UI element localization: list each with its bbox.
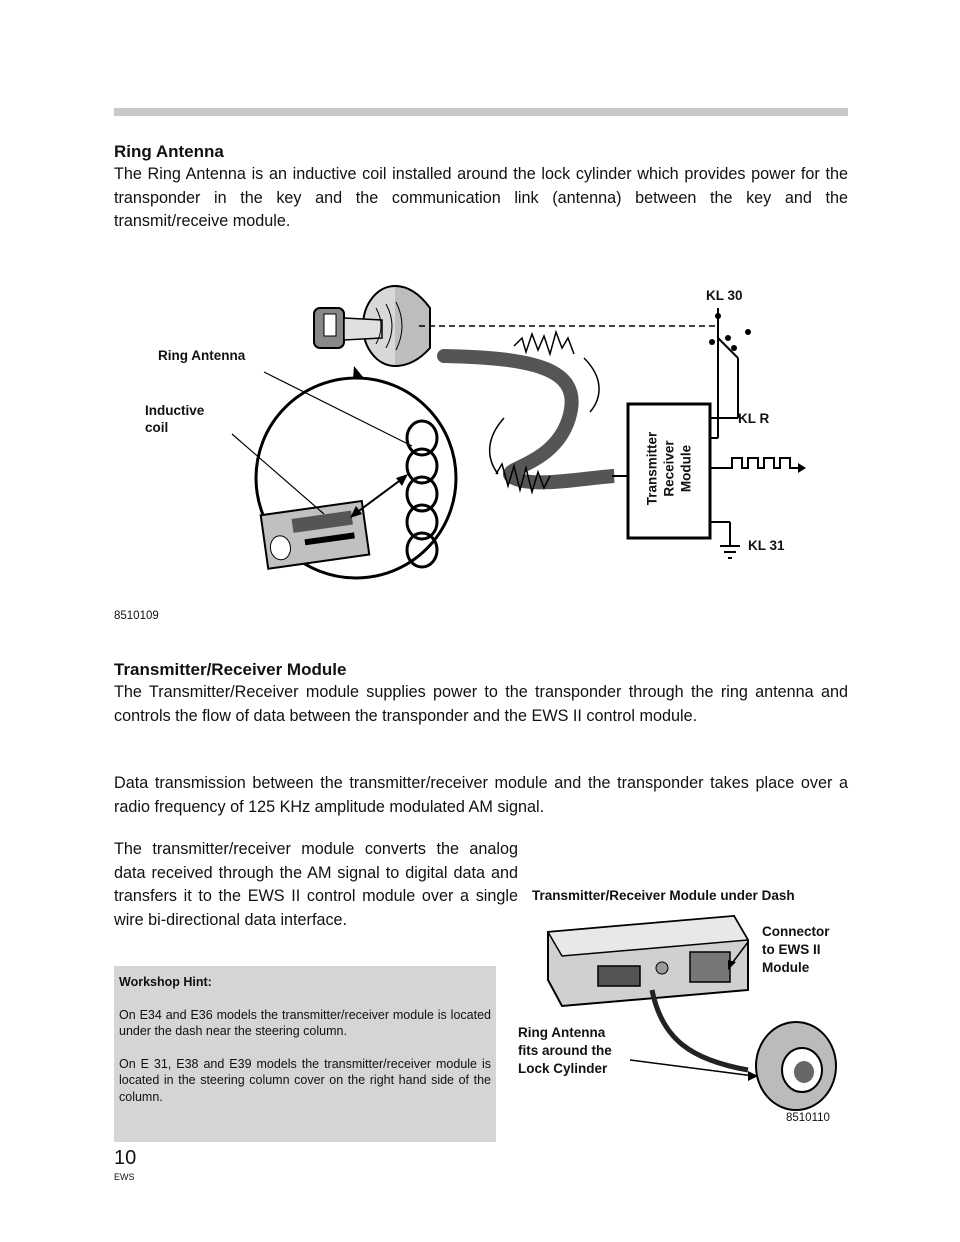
module-under-dash-figure [512, 880, 848, 1130]
label-klr: KL R [738, 411, 770, 426]
module-label [644, 399, 695, 539]
ring-antenna-label-2: fits around the [518, 1043, 612, 1058]
ring-antenna-text: The Ring Antenna is an inductive coil installed around the lock cylinder which provides power for the transponder in the key and the communication link (antenna) between the key and the transmit/receive module. [114, 165, 848, 230]
ring-antenna-diagram [114, 268, 848, 622]
connector-label-1: Connector [762, 924, 830, 939]
connector-label-2: to EWS II [762, 942, 821, 957]
page-section: EWS [114, 1172, 135, 1182]
module-label-line-2: Receiver [661, 440, 677, 497]
ring-antenna-label-3: Lock Cylinder [518, 1061, 608, 1076]
transmitter-text-3: The transmitter/receiver module converts the analog data received through the AM signal to digital data and transfers it to the EWS II control module over a single wire bi-directional data interface. [114, 840, 518, 929]
antenna-cable [444, 356, 614, 482]
lock-cylinder-illustration [314, 286, 430, 366]
workshop-hint-text-2: On E 31, E38 and E39 models the transmitter/receiver module is located in the steering column cover on the right hand side of the column. [119, 1056, 491, 1104]
page-number: 10 [114, 1147, 137, 1169]
module-cable [652, 990, 748, 1070]
diagram-drawing [114, 268, 848, 608]
workshop-hint-text-1: On E34 and E36 models the transmitter/receiver module is located under the dash near the steering column. [119, 1007, 491, 1038]
connector-label-3: Module [762, 960, 810, 975]
label-coil: coil [145, 420, 169, 435]
module-label-line-3: Module [678, 444, 694, 493]
top-rule [114, 108, 848, 116]
label-ring-antenna: Ring Antenna [158, 348, 246, 363]
workshop-hint-box [114, 966, 496, 1142]
signal-wave-top [514, 332, 574, 354]
module-photo [512, 880, 848, 1130]
transmitter-module-heading: Transmitter/Receiver Module [114, 660, 347, 679]
label-inductive: Inductive [145, 403, 205, 418]
transmitter-text-1: The Transmitter/Receiver module supplies power to the transponder through the ring antenna and controls the flow of data between the transponder and the EWS II control module. [114, 683, 848, 725]
transmitter-text-2: Data transmission between the transmitter/receiver module and the transponder takes place over a radio frequency of 125 KHz amplitude modulated AM signal. [114, 774, 848, 816]
ring-antenna-coil [756, 1022, 836, 1110]
ring-antenna-heading: Ring Antenna [114, 142, 224, 161]
figure-2-id: 8510110 [786, 1112, 830, 1124]
ring-antenna-label-1: Ring Antenna [518, 1025, 606, 1040]
workshop-hint-title: Workshop Hint: [119, 975, 212, 989]
module-label-line-1: Transmitter [644, 431, 660, 506]
module-housing [548, 916, 748, 1006]
pulse-signal [726, 458, 804, 468]
figure-1-id: 8510109 [114, 610, 159, 622]
label-kl30: KL 30 [706, 288, 743, 303]
label-kl31: KL 31 [748, 538, 785, 553]
curve-arrow-1 [584, 358, 599, 412]
module-figure-caption: Transmitter/Receiver Module under Dash [532, 888, 795, 903]
